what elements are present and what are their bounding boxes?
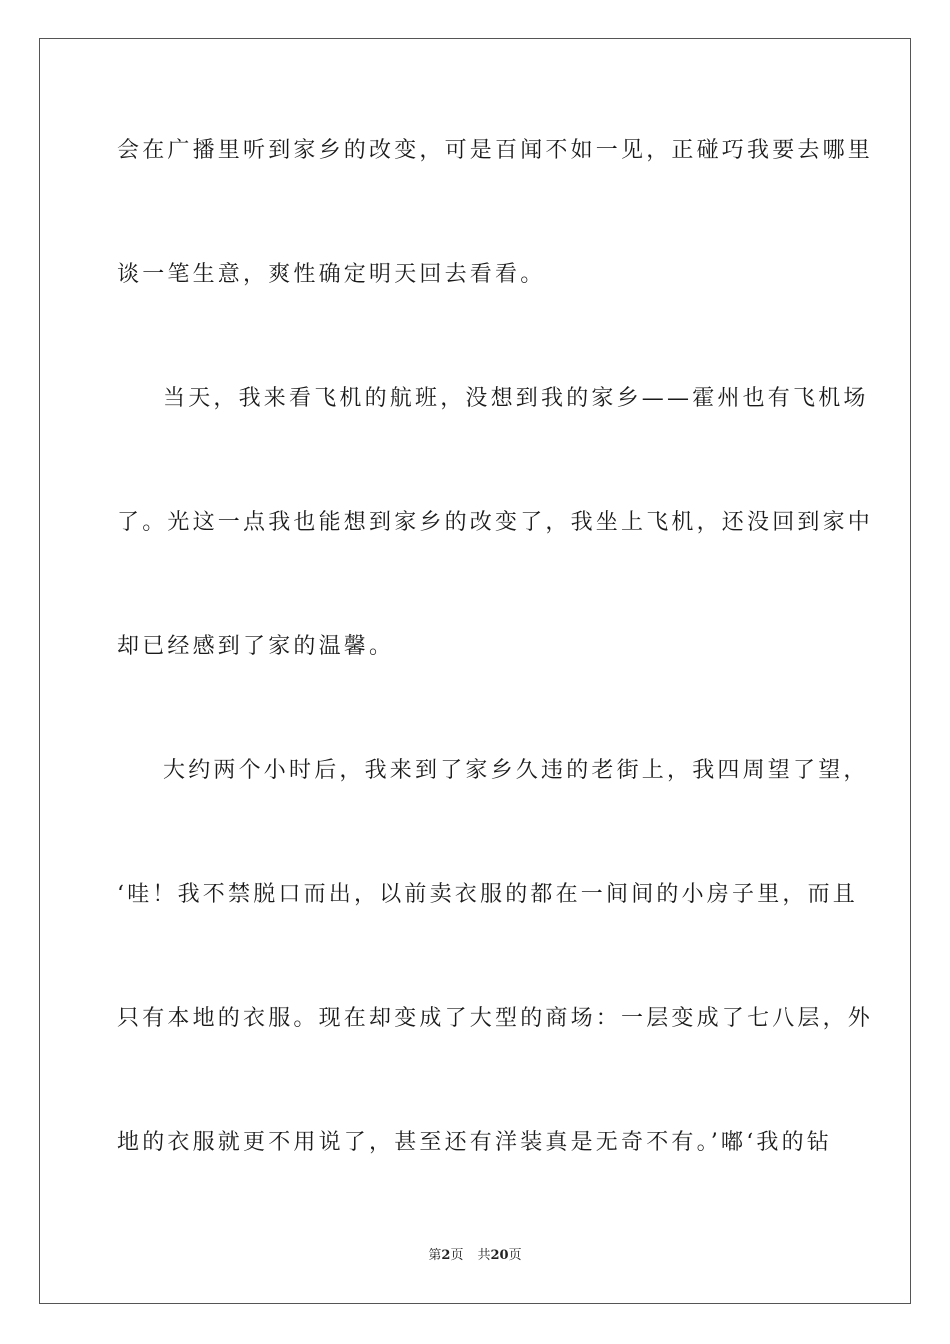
page-border: [39, 38, 911, 1304]
page-number: 2: [441, 1248, 451, 1263]
page-suffix: 页: [450, 1248, 464, 1263]
text-line-4: 了。光这一点我也能想到家乡的改变了，我坐上飞机，还没回到家中: [117, 510, 874, 535]
total-pages: 20: [490, 1248, 509, 1263]
text-line-1: 会在广播里听到家乡的改变，可是百闻不如一见，正碰巧我要去哪里: [117, 138, 874, 163]
text-line-5: 却已经感到了家的温馨。: [117, 634, 395, 659]
text-line-8: 只有本地的衣服。现在却变成了大型的商场：一层变成了七八层，外: [117, 1006, 874, 1031]
text-line-2: 谈一笔生意，爽性确定明天回去看看。: [117, 262, 546, 287]
page-prefix: 第: [428, 1248, 442, 1263]
total-prefix: 共: [477, 1248, 491, 1263]
text-line-7: ‘哇！我不禁脱口而出，以前卖衣服的都在一间间的小房子里，而且: [117, 882, 858, 907]
text-line-3: 当天，我来看飞机的航班，没想到我的家乡——霍州也有飞机场: [163, 386, 869, 411]
text-line-9: 地的衣服就更不用说了，甚至还有洋装真是无奇不有。’嘟‘我的钻: [117, 1130, 832, 1155]
text-line-6: 大约两个小时后，我来到了家乡久违的老街上，我四周望了望，: [163, 758, 869, 783]
page-footer: [0, 1247, 950, 1265]
total-suffix: 页: [508, 1248, 522, 1263]
